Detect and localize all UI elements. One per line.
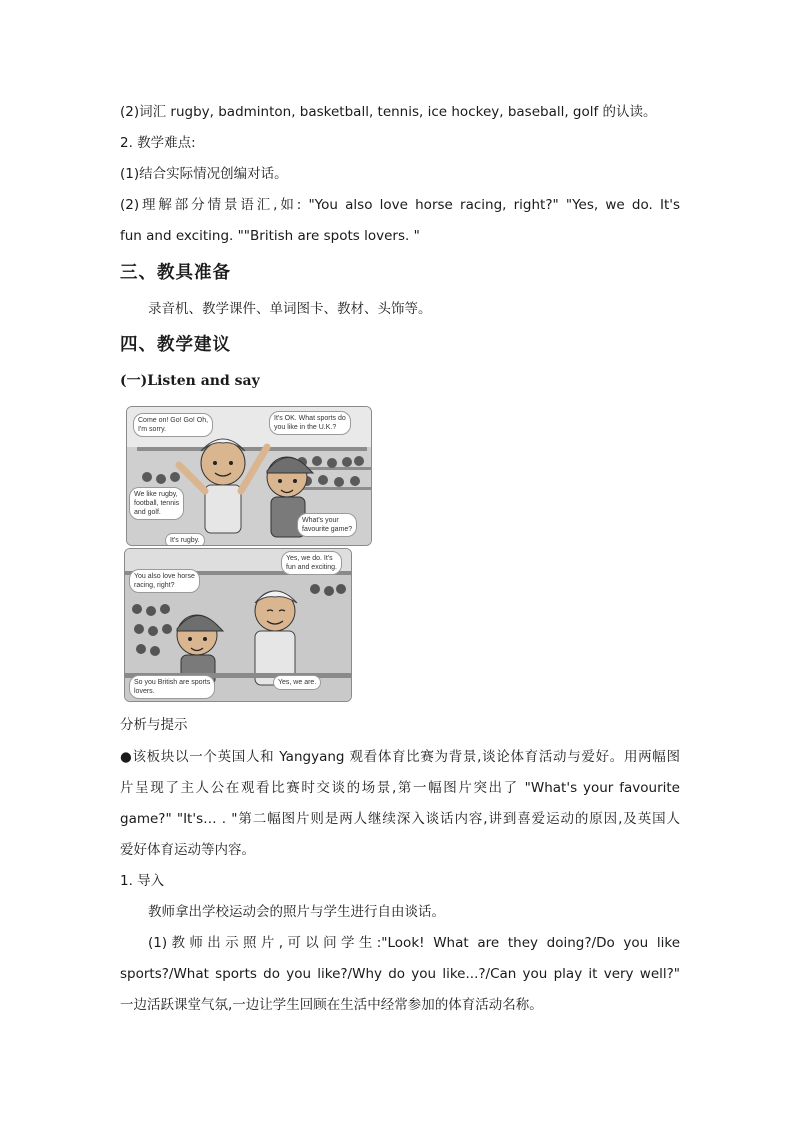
intro-para-2-line-2: sports?/What sports do you like?/Why do you like...?/Can you play it very well?" <box>120 966 680 982</box>
analysis-title: 分析与提示 <box>120 717 188 733</box>
bubble-p1-favourite-game: What's your favourite game? <box>297 513 357 537</box>
analysis-para-line-3: game?" "It's… . "第二幅图片则是两人继续深入谈话内容,讲到喜爱运动的原因,及英国人 <box>120 811 680 827</box>
bubble-p1-what-sports: It's OK. What sports do you like in the U.K.? <box>269 411 351 435</box>
section-4-heading: 四、教学建议 <box>120 335 231 355</box>
comic-panel-2 <box>124 548 352 702</box>
bubble-p2-yes-we-do: Yes, we do. It's fun and exciting. <box>281 551 342 575</box>
intro-para-2-line-3: 一边活跃课堂气氛,一边让学生回顾在生活中经常参加的体育活动名称。 <box>120 997 543 1013</box>
analysis-para-line-1: ●该板块以一个英国人和 Yangyang 观看体育比赛为背景,谈论体育活动与爱好。用两幅图 <box>120 749 680 765</box>
analysis-para-line-4: 爱好体育运动等内容。 <box>120 842 255 858</box>
section-3-heading: 三、教具准备 <box>120 263 231 283</box>
bubble-p1-we-like-rugby: We like rugby, football, tennis and golf. <box>129 487 184 520</box>
difficulty-item-1: (1)结合实际情况创编对话。 <box>120 166 288 182</box>
difficulty-item-2: (2)理解部分情景语汇,如: "You also love horse racing, right?" "Yes, we do. It's <box>120 197 680 213</box>
intro-para-1: 教师拿出学校运动会的照片与学生进行自由谈话。 <box>148 904 445 920</box>
subsection-listen-and-say: (一)Listen and say <box>120 373 260 389</box>
bubble-p2-yes-we-are: Yes, we are. <box>273 675 321 690</box>
bubble-p2-horse-racing: You also love horse racing, right? <box>129 569 200 593</box>
intro-title: 1. 导入 <box>120 873 165 889</box>
comic-illustration <box>120 404 372 704</box>
difficulty-heading: 2. 教学难点: <box>120 135 196 151</box>
bubble-p2-sports-lovers: So you British are sports lovers. <box>129 675 215 699</box>
bubble-p1-its-rugby: It's rugby. <box>165 533 205 546</box>
bubble-p1-come-on: Come on! Go! Go! Oh, I'm sorry. <box>133 413 213 437</box>
comic-panel-1 <box>126 406 372 546</box>
section-3-body: 录音机、教学课件、单词图卡、教材、头饰等。 <box>148 301 432 317</box>
intro-para-2-line-1: (1)教师出示照片,可以问学生:"Look! What are they doing?/Do you like <box>148 935 680 951</box>
vocab-line: (2)词汇 rugby, badminton, basketball, tennis, ice hockey, baseball, golf 的认读。 <box>120 104 657 120</box>
analysis-para-line-2: 片呈现了主人公在观看比赛时交谈的场景,第一幅图片突出了 "What's your favourite <box>120 780 680 796</box>
difficulty-item-2-cont: fun and exciting. ""British are spots lovers. " <box>120 228 420 244</box>
